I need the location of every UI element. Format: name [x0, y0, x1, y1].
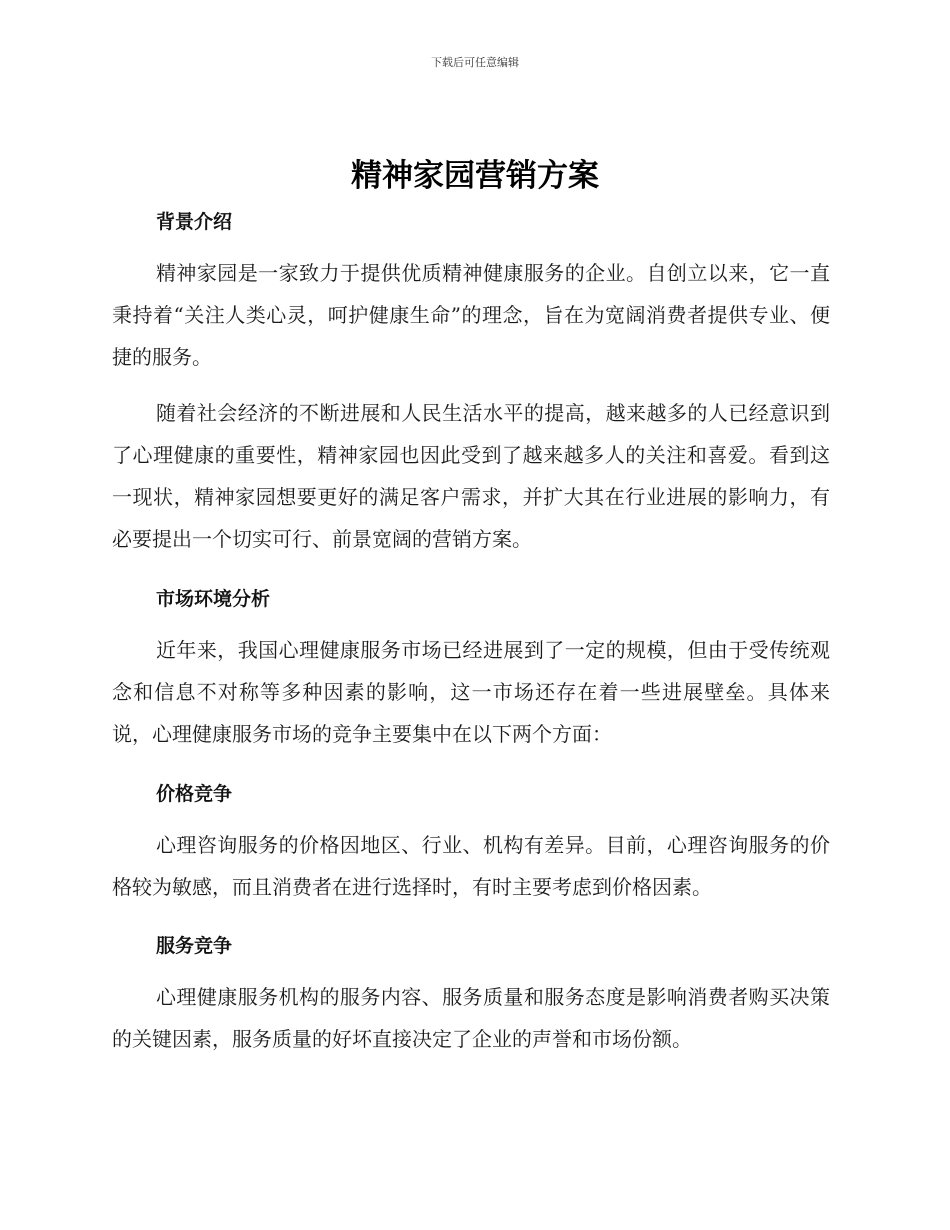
paragraph-background-2: 随着社会经济的不断进展和人民生活水平的提高，越来越多的人已经意识到了心理健康的重要性，精神家园也因此受到了越来越多人的关注和喜爱。看到这一现状，精神家园想要更好的满足客户需求，并扩大其在行业进展的影响力，有必要提出一个切实可行、前景宽阔的营销方案。 — [112, 401, 830, 551]
paragraph-background-1: 精神家园是一家致力于提供优质精神健康服务的企业。自创立以来，它一直秉持着“关注人类心灵，呵护健康生命”的理念，旨在为宽阔消费者提供专业、便捷的服务。 — [112, 261, 830, 369]
section-heading-background: 背景介绍 — [156, 211, 233, 233]
header-note: 下载后可任意编辑 — [431, 56, 519, 69]
paragraph-market-1: 近年来，我国心理健康服务市场已经进展到了一定的规模，但由于受传统观念和信息不对称等多种因素的影响，这一市场还存在着一些进展壁垒。具体来说，心理健康服务市场的竞争主要集中在以下两个方面： — [112, 638, 830, 746]
section-heading-market: 市场环境分析 — [156, 588, 271, 610]
document-title: 精神家园营销方案 — [351, 158, 599, 194]
paragraph-price-1: 心理咨询服务的价格因地区、行业、机构有差异。目前，心理咨询服务的价格较为敏感，而且消费者在进行选择时，有时主要考虑到价格因素。 — [112, 833, 830, 899]
section-heading-service: 服务竞争 — [156, 935, 233, 957]
section-heading-price: 价格竞争 — [156, 783, 233, 805]
paragraph-service-1: 心理健康服务机构的服务内容、服务质量和服务态度是影响消费者购买决策的关键因素，服务质量的好坏直接决定了企业的声誉和市场份额。 — [112, 985, 830, 1051]
